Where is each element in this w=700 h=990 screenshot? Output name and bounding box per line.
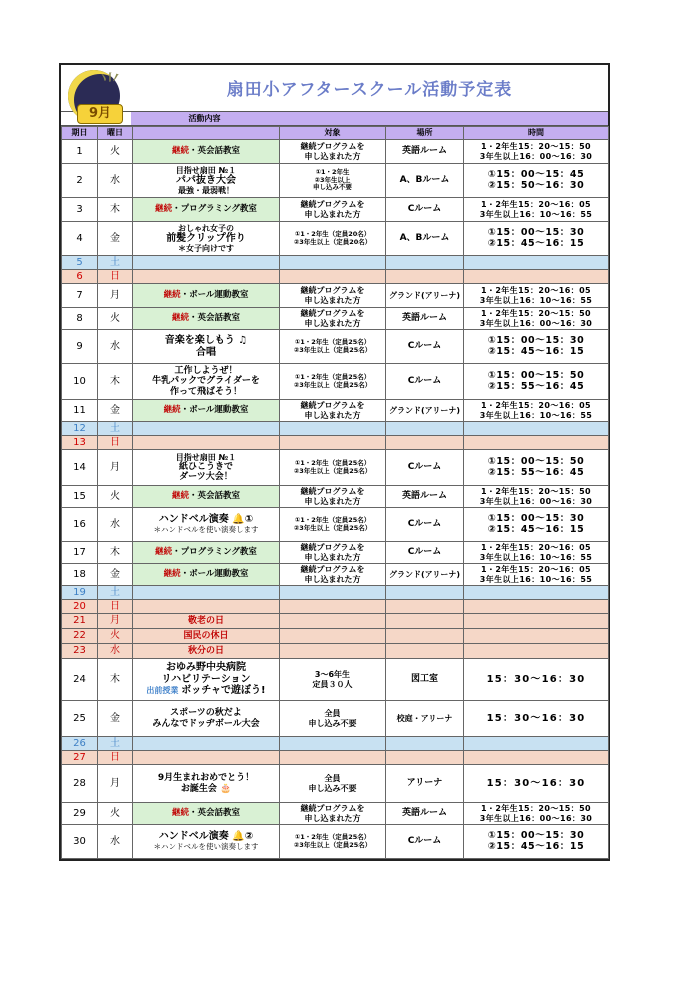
weekday-cell: 火 [98, 486, 133, 508]
header-day: 期日 [62, 127, 98, 140]
table-row [62, 659, 609, 701]
table-row [62, 737, 609, 751]
place-cell: Cルーム [386, 825, 464, 859]
holiday-name: 国民の休日 [133, 629, 280, 644]
target-cell: 全員 申し込み不要 [280, 701, 386, 737]
day-cell: 17 [62, 542, 98, 564]
table-row [62, 270, 609, 284]
weekday-cell: 木 [98, 364, 133, 400]
table-row [62, 222, 609, 256]
weekday-cell: 土 [98, 586, 133, 600]
target-cell: ①1・2年生（定員25名） ②3年生以上（定員25名） [280, 364, 386, 400]
time-cell: 15：30〜16：30 [464, 765, 609, 803]
activity-name: ・英会話教室 [189, 145, 241, 156]
table-row [62, 486, 609, 508]
day-cell: 24 [62, 659, 98, 701]
activity-cell: 継続・英会話教室 [133, 486, 280, 508]
time-cell: 1・2年生15：20〜15：50 3年生以上16：00〜16：30 [464, 803, 609, 825]
weekday-cell: 火 [98, 308, 133, 330]
month-badge: 9月 [77, 104, 123, 124]
activity-cell: 継続・ボール運動教室 [133, 400, 280, 422]
table-row [62, 364, 609, 400]
day-cell: 10 [62, 364, 98, 400]
time-cell: 1・2年生15：20〜16：05 3年生以上16：10〜16：55 [464, 284, 609, 308]
time-cell: 1・2年生15：20〜16：05 3年生以上16：10〜16：55 [464, 542, 609, 564]
place-cell: A、Bルーム [386, 222, 464, 256]
target-cell: ①1・2年生（定員20名） ②3年生以上（定員20名） [280, 222, 386, 256]
weekday-cell: 月 [98, 450, 133, 486]
table-row [62, 400, 609, 422]
table-row [62, 644, 609, 659]
place-cell: 英語ルーム [386, 486, 464, 508]
day-cell: 12 [62, 422, 98, 436]
time-cell: ①15：00〜15：45 ②15：50〜16：30 [464, 164, 609, 198]
time-cell: 15：30〜16：30 [464, 701, 609, 737]
column-header-row [62, 127, 609, 140]
day-cell: 6 [62, 270, 98, 284]
target-cell: 継続プログラムを 申し込まれた方 [280, 486, 386, 508]
weekday-cell: 火 [98, 140, 133, 164]
place-cell: Cルーム [386, 450, 464, 486]
table-row [62, 564, 609, 586]
day-cell: 23 [62, 644, 98, 659]
place-cell: グランド(アリーナ) [386, 284, 464, 308]
weekday-cell: 日 [98, 270, 133, 284]
day-cell: 19 [62, 586, 98, 600]
weekday-cell: 木 [98, 659, 133, 701]
weekday-cell: 金 [98, 564, 133, 586]
day-cell: 5 [62, 256, 98, 270]
target-cell: 全員 申し込み不要 [280, 765, 386, 803]
activity-cell: 目指せ扇田 №１ パパ抜き大会 最強・最弱戦！ [133, 164, 280, 198]
activity-cell: 継続・英会話教室 [133, 803, 280, 825]
place-cell: グランド(アリーナ) [386, 564, 464, 586]
target-cell: ①1・2年生（定員25名） ②3年生以上（定員25名） [280, 450, 386, 486]
table-row [62, 701, 609, 737]
place-cell: Cルーム [386, 542, 464, 564]
time-cell: ①15：00〜15：30 ②15：45〜16：15 [464, 825, 609, 859]
activity-cell: ハンドベル演奏 🔔② ＊ハンドベルを使い演奏します [133, 825, 280, 859]
table-row [62, 542, 609, 564]
place-cell: Cルーム [386, 198, 464, 222]
table-row [62, 284, 609, 308]
place-cell: Cルーム [386, 330, 464, 364]
header-activity-blank [133, 127, 280, 140]
target-cell: 継続プログラムを 申し込まれた方 [280, 140, 386, 164]
table-row [62, 614, 609, 629]
day-cell: 11 [62, 400, 98, 422]
table-row [62, 436, 609, 450]
activity-cell: 継続・ボール運動教室 [133, 284, 280, 308]
day-cell: 30 [62, 825, 98, 859]
target-cell: 継続プログラムを 申し込まれた方 [280, 564, 386, 586]
target-cell: ①1・2年生（定員25名） ②3年生以上（定員25名） [280, 508, 386, 542]
time-cell: 1・2年生15：20〜16：05 3年生以上16：10〜16：55 [464, 400, 609, 422]
day-cell: 22 [62, 629, 98, 644]
activity-cell: おゆみ野中央病院 リハビリテーション 出前授業 ボッチャで遊ぼう! [133, 659, 280, 701]
activity-cell: 音楽を楽しもう ♫ 合唱 [133, 330, 280, 364]
weekday-cell: 木 [98, 198, 133, 222]
header-target: 対象 [280, 127, 386, 140]
table-row [62, 629, 609, 644]
day-cell: 16 [62, 508, 98, 542]
activity-header: 活動内容 [131, 112, 278, 125]
time-cell: ①15：00〜15：50 ②15：55〜16：45 [464, 450, 609, 486]
table-row [62, 450, 609, 486]
table-row [62, 164, 609, 198]
weekday-cell: 金 [98, 701, 133, 737]
target-cell: 継続プログラムを 申し込まれた方 [280, 198, 386, 222]
activity-cell: 継続・プログラミング教室 [133, 542, 280, 564]
target-cell: 継続プログラムを 申し込まれた方 [280, 400, 386, 422]
delivery-class-tag: 出前授業 [146, 686, 179, 696]
target-cell: 継続プログラムを 申し込まれた方 [280, 542, 386, 564]
day-cell: 14 [62, 450, 98, 486]
table-row [62, 825, 609, 859]
header-place: 場所 [386, 127, 464, 140]
place-cell: 英語ルーム [386, 308, 464, 330]
weekday-cell: 水 [98, 644, 133, 659]
activity-cell: ハンドベル演奏 🔔① ＊ハンドベルを使い演奏します [133, 508, 280, 542]
place-cell: 英語ルーム [386, 140, 464, 164]
day-cell: 4 [62, 222, 98, 256]
time-cell: 15：30〜16：30 [464, 659, 609, 701]
place-cell: Cルーム [386, 364, 464, 400]
table-row [62, 751, 609, 765]
weekday-cell: 金 [98, 222, 133, 256]
activity-cell: おしゃれ女子の 前髪クリップ作り ＊女子向けです [133, 222, 280, 256]
table-row [62, 586, 609, 600]
time-cell: 1・2年生15：20〜16：05 3年生以上16：10〜16：55 [464, 198, 609, 222]
page-title: 扇田小アフタースクール活動予定表 [226, 80, 513, 100]
day-cell: 2 [62, 164, 98, 198]
table-row [62, 330, 609, 364]
day-cell: 29 [62, 803, 98, 825]
place-cell: 校庭・アリーナ [386, 701, 464, 737]
place-cell: 図工室 [386, 659, 464, 701]
table-row [62, 140, 609, 164]
weekday-cell: 月 [98, 284, 133, 308]
activity-cell [133, 140, 280, 164]
weekday-cell: 水 [98, 164, 133, 198]
day-cell: 9 [62, 330, 98, 364]
header-time: 時間 [464, 127, 609, 140]
weekday-cell: 火 [98, 629, 133, 644]
activity-cell: 目指せ扇田 №１ 紙ひこうきで ダーツ大会！ [133, 450, 280, 486]
table-row [62, 422, 609, 436]
activity-cell: 9月生まれおめでとう！ お誕生会 🎂 [133, 765, 280, 803]
day-cell: 1 [62, 140, 98, 164]
holiday-name: 敬老の日 [133, 614, 280, 629]
target-cell: 継続プログラムを 申し込まれた方 [280, 803, 386, 825]
weekday-cell: 土 [98, 256, 133, 270]
header-weekday: 曜日 [98, 127, 133, 140]
place-cell: グランド(アリーナ) [386, 400, 464, 422]
table-row [62, 803, 609, 825]
day-cell: 3 [62, 198, 98, 222]
place-cell: 英語ルーム [386, 803, 464, 825]
weekday-cell: 土 [98, 737, 133, 751]
target-cell: 3〜6年生 定員３０人 [280, 659, 386, 701]
activity-cell: 継続・プログラミング教室 [133, 198, 280, 222]
target-cell: ①1・2年生 ②3年生以上 申し込み不要 [280, 164, 386, 198]
weekday-cell: 水 [98, 330, 133, 364]
day-cell: 18 [62, 564, 98, 586]
table-row [62, 256, 609, 270]
day-cell: 8 [62, 308, 98, 330]
target-cell: 継続プログラムを 申し込まれた方 [280, 308, 386, 330]
weekday-cell: 金 [98, 400, 133, 422]
place-cell: Cルーム [386, 508, 464, 542]
place-cell: A、Bルーム [386, 164, 464, 198]
weekday-cell: 土 [98, 422, 133, 436]
weekday-cell: 水 [98, 508, 133, 542]
weekday-cell: 日 [98, 751, 133, 765]
weekday-cell: 水 [98, 825, 133, 859]
day-cell: 28 [62, 765, 98, 803]
time-cell: 1・2年生15：20〜16：05 3年生以上16：10〜16：55 [464, 564, 609, 586]
activity-subheader [61, 112, 608, 126]
holiday-name: 秋分の日 [133, 644, 280, 659]
weekday-cell: 日 [98, 600, 133, 614]
table-row [62, 198, 609, 222]
table-row [62, 600, 609, 614]
time-cell: ①15：00〜15：30 ②15：45〜16：15 [464, 222, 609, 256]
day-cell: 27 [62, 751, 98, 765]
day-cell: 20 [62, 600, 98, 614]
pampas-grass-icon: ⺌ [99, 72, 122, 97]
table-row [62, 508, 609, 542]
moon-logo [65, 67, 129, 127]
day-cell: 26 [62, 737, 98, 751]
weekday-cell: 木 [98, 542, 133, 564]
time-cell: ①15：00〜15：50 ②15：55〜16：45 [464, 364, 609, 400]
time-cell: ①15：00〜15：30 ②15：45〜16：15 [464, 330, 609, 364]
day-cell: 7 [62, 284, 98, 308]
weekday-cell: 火 [98, 803, 133, 825]
place-cell: アリーナ [386, 765, 464, 803]
weekday-cell: 日 [98, 436, 133, 450]
time-cell: ①15：00〜15：30 ②15：45〜16：15 [464, 508, 609, 542]
target-cell: 継続プログラムを 申し込まれた方 [280, 284, 386, 308]
day-cell: 13 [62, 436, 98, 450]
day-cell: 15 [62, 486, 98, 508]
activity-cell: 継続・英会話教室 [133, 308, 280, 330]
target-cell: ①1・2年生（定員25名） ②3年生以上（定員25名） [280, 330, 386, 364]
time-cell: 1・2年生15：20〜15：50 3年生以上16：00〜16：30 [464, 486, 609, 508]
schedule-table [61, 126, 609, 859]
time-cell: 1・2年生15：20〜15：50 3年生以上16：00〜16：30 [464, 308, 609, 330]
day-cell: 25 [62, 701, 98, 737]
day-cell: 21 [62, 614, 98, 629]
weekday-cell: 月 [98, 614, 133, 629]
schedule-sheet [59, 63, 610, 861]
time-cell: 1・2年生15：20〜15：50 3年生以上16：00〜16：30 [464, 140, 609, 164]
table-row [62, 765, 609, 803]
activity-cell: スポーツの秋だよ みんなでドッヂボール大会 [133, 701, 280, 737]
target-cell: ①1・2年生（定員25名） ②3年生以上（定員25名） [280, 825, 386, 859]
continuing-tag: 継続 [171, 145, 189, 156]
activity-cell: 継続・ボール運動教室 [133, 564, 280, 586]
weekday-cell: 月 [98, 765, 133, 803]
activity-cell: 工作しようぜ！ 牛乳パックでグライダーを 作って飛ばそう！ [133, 364, 280, 400]
table-row [62, 308, 609, 330]
